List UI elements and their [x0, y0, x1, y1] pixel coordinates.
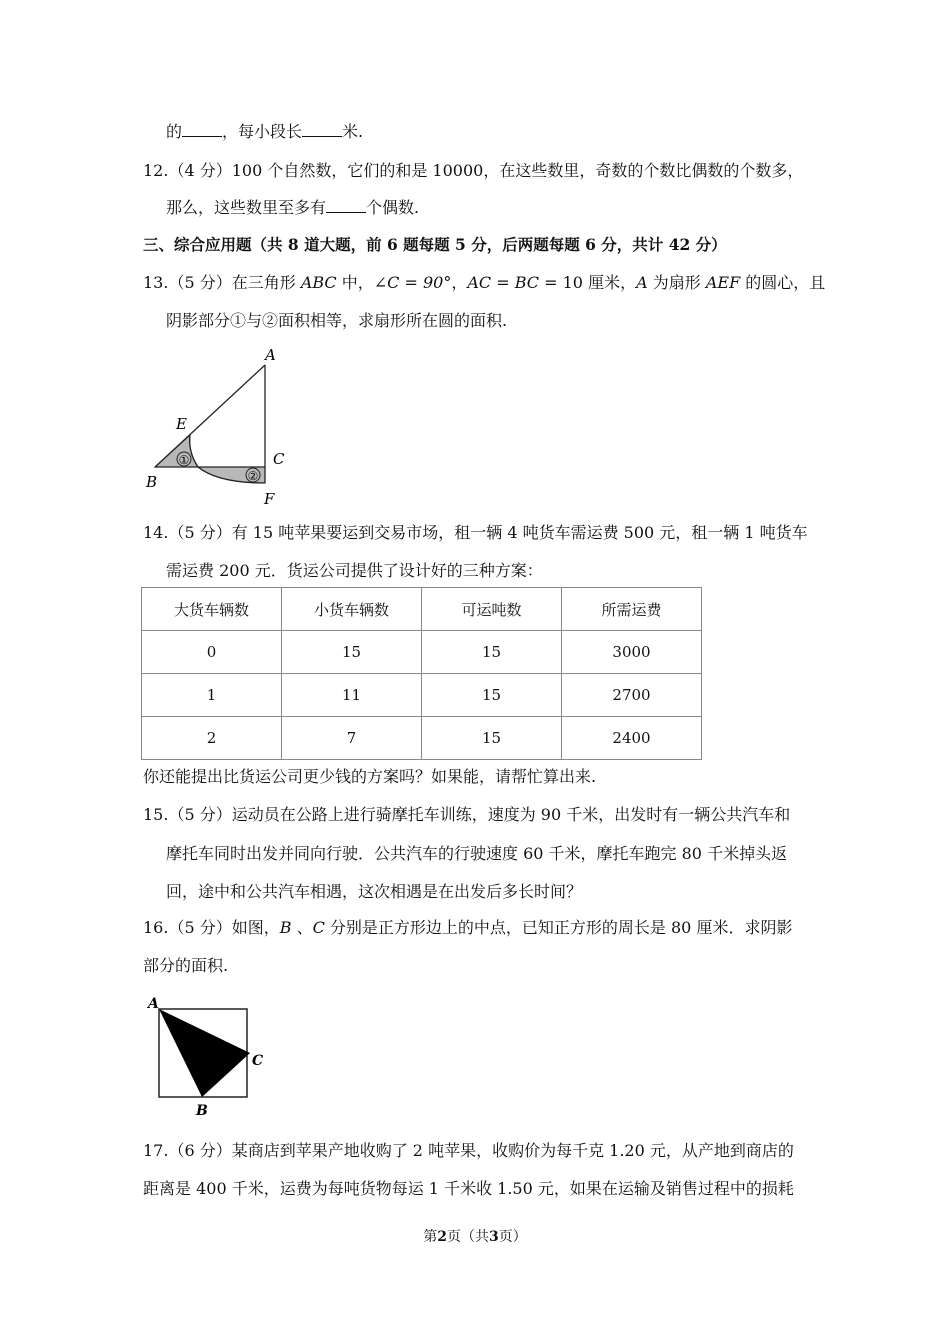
q15-line1: 15.（5 分）运动员在公路上进行骑摩托车训练，速度为 90 千米，出发时有一辆公共汽车和 [143, 805, 791, 824]
table-cell: 1 [142, 674, 282, 717]
table-header-cell: 所需运费 [562, 588, 702, 631]
point-label-b: B [196, 1103, 208, 1119]
math: AC = BC [467, 273, 540, 292]
q12-line2 [166, 197, 419, 219]
math: C [312, 918, 325, 937]
shaded-triangle [159, 1009, 250, 1097]
q17-line2: 距离是 400 千米，运费为每吨货物每运 1 千米收 1.50 元，如果在运输及销售过程中的损耗 [143, 1179, 794, 1198]
q16-line2: 部分的面积. [143, 956, 229, 975]
table-header-cell: 小货车辆数 [282, 588, 422, 631]
table-cell: 15 [282, 631, 422, 674]
table-cell: 15 [422, 674, 562, 717]
table-row [142, 631, 702, 674]
text: 中， [336, 273, 374, 292]
footer-text: 第 [423, 1229, 438, 1245]
point-label-a: A [148, 996, 159, 1012]
vertex-label-e: E [176, 415, 187, 433]
table-header-row [142, 588, 702, 631]
text: 分别是正方形边上的中点，已知正方形的周长是 80 厘米．求阴影 [324, 918, 793, 937]
q15-line3: 回，途中和公共汽车相遇，这次相遇是在出发后多长时间？ [166, 882, 583, 901]
text: 个偶数. [366, 198, 420, 217]
q13-line1 [143, 272, 825, 294]
text: 的圆心，且 [740, 273, 826, 292]
table-cell: 11 [282, 674, 422, 717]
table-cell: 0 [142, 631, 282, 674]
text: 16.（5 分）如图， [143, 918, 280, 937]
math: AEF [705, 273, 741, 292]
math: B [279, 918, 292, 937]
vertex-label-f: F [264, 490, 275, 508]
page-footer [0, 1226, 950, 1246]
text: 为扇形 [647, 273, 706, 292]
q11-continuation [166, 121, 363, 143]
q14-line3: 你还能提出比货运公司更少钱的方案吗？如果能，请帮忙算出来. [143, 767, 597, 786]
triangle-sector-figure [140, 340, 300, 510]
table-row [142, 674, 702, 717]
side-ab [155, 365, 265, 467]
table-cell: 15 [422, 631, 562, 674]
text: ，每小段长 [222, 122, 303, 141]
math: A [636, 273, 648, 292]
math: ∠C = 90° [373, 273, 452, 292]
table-header-cell: 可运吨数 [422, 588, 562, 631]
vertex-label-a: A [265, 346, 276, 364]
truck-plan-table [141, 587, 702, 760]
math: ABC [300, 273, 337, 292]
region-label-1: ① [178, 453, 190, 467]
footer-text: 页（共 [447, 1229, 489, 1245]
page-total: 3 [489, 1229, 499, 1245]
page-number: 2 [437, 1229, 447, 1245]
shaded-region-1 [155, 435, 198, 467]
text: 、 [291, 918, 313, 937]
table-cell: 2400 [562, 717, 702, 760]
vertex-label-c: C [273, 450, 285, 468]
table-cell: 15 [422, 717, 562, 760]
q15-line2: 摩托车同时出发并同向行驶．公共汽车的行驶速度 60 千米，摩托车跑完 80 千米掉头返 [166, 844, 788, 863]
vertex-label-b: B [146, 473, 158, 491]
footer-text: 页） [498, 1229, 527, 1245]
table-row [142, 717, 702, 760]
answer-blank[interactable] [302, 122, 342, 137]
text: ， [451, 273, 468, 292]
text: 13.（5 分）在三角形 [143, 273, 301, 292]
q13-line2: 阴影部分①与②面积相等，求扇形所在圆的面积. [166, 311, 508, 330]
point-label-c: C [252, 1053, 264, 1069]
table-cell: 7 [282, 717, 422, 760]
section-heading: 三、综合应用题（共 8 道大题，前 6 题每题 5 分，后两题每题 6 分，共计 42 分） [143, 235, 727, 254]
region-label-2: ② [247, 469, 259, 483]
text: 米. [342, 122, 364, 141]
table-cell: 2700 [562, 674, 702, 717]
text: = 10 厘米， [539, 273, 637, 292]
answer-blank[interactable] [182, 122, 222, 137]
q14-line1: 14.（5 分）有 15 吨苹果要运到交易市场，租一辆 4 吨货车需运费 500 元，租一辆 1 吨货车 [143, 523, 808, 542]
table-cell: 3000 [562, 631, 702, 674]
q16-line1 [143, 917, 792, 939]
q17-line1: 17.（6 分）某商店到苹果产地收购了 2 吨苹果，收购价为每千克 1.20 元，从产地到商店的 [143, 1141, 794, 1160]
answer-blank[interactable] [326, 198, 366, 213]
text: 那么，这些数里至多有 [166, 198, 327, 217]
square-figure [140, 990, 280, 1120]
q14-line2: 需运费 200 元．货运公司提供了设计好的三种方案： [166, 561, 543, 580]
table-cell: 2 [142, 717, 282, 760]
q12-line1: 12.（4 分）100 个自然数，它们的和是 10000，在这些数里，奇数的个数比偶数的个数多， [143, 161, 804, 180]
text: 的 [166, 122, 183, 141]
table-header-cell: 大货车辆数 [142, 588, 282, 631]
